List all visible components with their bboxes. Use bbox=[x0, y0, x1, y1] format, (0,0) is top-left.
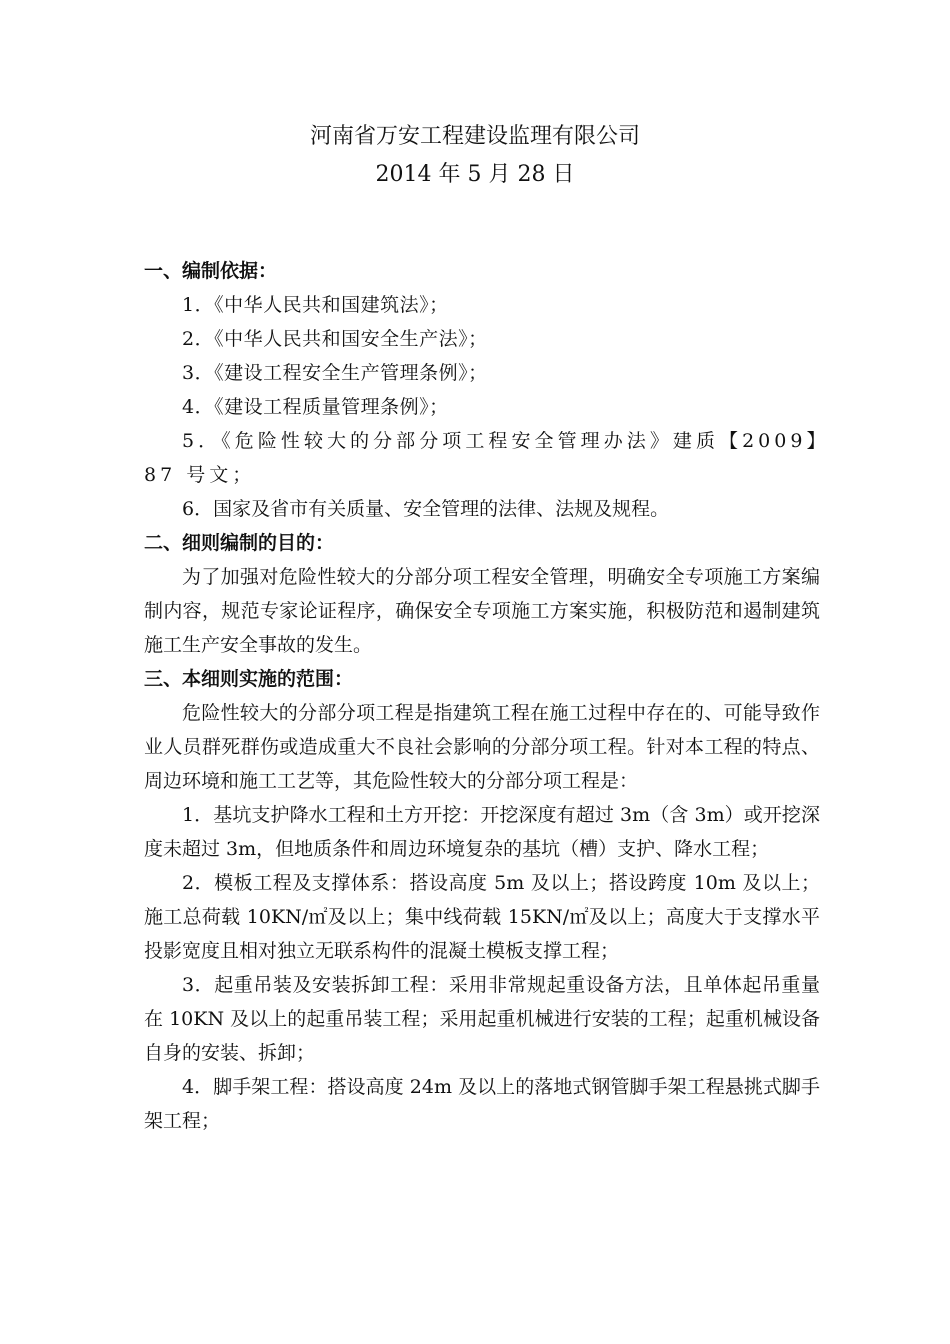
section-heading-purpose: 二、细则编制的目的： bbox=[144, 532, 335, 554]
scope-item: 4．脚手架工程：搭设高度 24m 及以上的落地式钢管脚手架工程悬挑式脚手架工程； bbox=[144, 1076, 820, 1132]
basis-item: 1．《中华人民共和国建筑法》； bbox=[182, 294, 449, 316]
scope-paragraph: 危险性较大的分部分项工程是指建筑工程在施工过程中存在的、可能导致作业人员群死群伤或造成重大不良社会影响的分部分项工程。针对本工程的特点、周边环境和施工工艺等，其危险性较大的分部分项工程是： bbox=[144, 702, 820, 792]
purpose-paragraph: 为了加强对危险性较大的分部分项工程安全管理，明确安全专项施工方案编制内容，规范专家论证程序，确保安全专项施工方案实施，积极防范和遏制建筑施工生产安全事故的发生。 bbox=[144, 566, 820, 656]
basis-item: 2．《中华人民共和国安全生产法》； bbox=[182, 328, 488, 350]
basis-item: 3．《建设工程安全生产管理条例》； bbox=[182, 362, 488, 384]
scope-item: 3．起重吊装及安装拆卸工程：采用非常规起重设备方法，且单体起吊重量在 10KN 及以上的起重吊装工程；采用起重机械进行安装的工程；起重机械设备自身的安装、拆卸； bbox=[144, 974, 820, 1064]
basis-item: 4．《建设工程质量管理条例》； bbox=[182, 396, 449, 418]
document-date: 2014 年 5 月 28 日 bbox=[375, 162, 575, 187]
section-heading-basis: 一、编制依据： bbox=[144, 260, 278, 282]
scope-item: 2．模板工程及支撑体系：搭设高度 5m 及以上；搭设跨度 10m 及以上；施工总荷载 10KN/㎡及以上；集中线荷载 15KN/㎡及以上；高度大于支撑水平投影宽度且相对独立无联系构件的混凝土模板支撑工程； bbox=[144, 872, 820, 962]
document-body bbox=[144, 254, 820, 1138]
basis-item: 5．《危险性较大的分部分项工程安全管理办法》建质【2009】87 号文； bbox=[144, 430, 820, 486]
scope-item: 1．基坑支护降水工程和土方开挖：开挖深度有超过 3m（含 3m）或开挖深度未超过 3m，但地质条件和周边环境复杂的基坑（槽）支护、降水工程； bbox=[144, 804, 820, 860]
company-name: 河南省万安工程建设监理有限公司 bbox=[309, 124, 640, 149]
section-heading-scope: 三、本细则实施的范围： bbox=[144, 668, 354, 690]
basis-item: 6．国家及省市有关质量、安全管理的法律、法规及规程。 bbox=[182, 498, 670, 520]
